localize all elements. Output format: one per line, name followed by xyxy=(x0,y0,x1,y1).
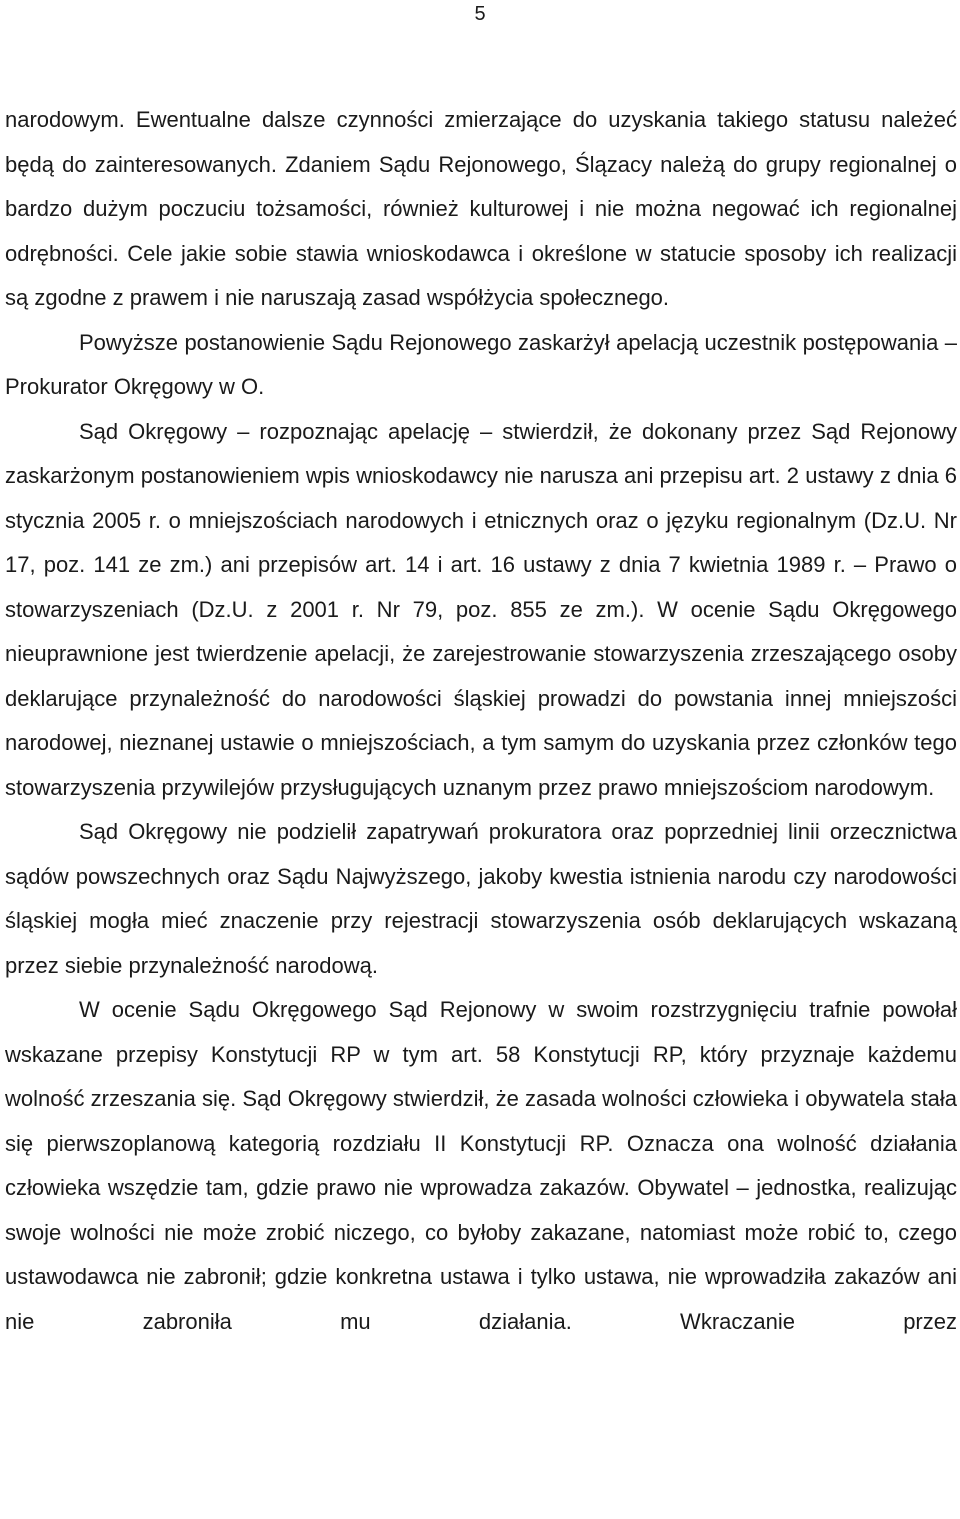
document-body xyxy=(5,98,957,1344)
paragraph-2: Powyższe postanowienie Sądu Rejonowego zaskarżył apelacją uczestnik postępowania – Prokurator Okręgowy w O. xyxy=(5,329,957,399)
paragraph-5: W ocenie Sądu Okręgowego Sąd Rejonowy w swoim rozstrzygnięciu trafnie powołał wskazane przepisy Konstytucji RP w tym art. 58 Konstytucji RP, który przyznaje każdemu wolność zrzeszania się. Sąd Okręgowy stwierdził, że zasada wolności człowieka i obywatela stała się pierwszoplanową kategorią rozdziału II Konstytucji RP. Oznacza ona wolność działania człowieka wszędzie tam, gdzie prawo nie wprowadza zakazów. Obywatel – jednostka, realizując swoje wolności nie może zrobić niczego, co byłoby zakazane, natomiast może robić to, czego ustawodawca nie zabronił; gdzie konkretna ustawa i tylko ustawa, nie wprowadziła zakazów ani nie zabroniła mu działania. Wkraczanie przez xyxy=(5,997,957,1334)
page-number: 5 xyxy=(474,3,486,25)
paragraph-1: narodowym. Ewentualne dalsze czynności zmierzające do uzyskania takiego statusu należeć będą do zainteresowanych. Zdaniem Sądu Rejonowego, Ślązacy należą do grupy regionalnej o bardzo dużym poczuciu tożsamości, również kulturowej i nie można negować ich regionalnej odrębności. Cele jakie sobie stawia wnioskodawca i określone w statucie sposoby ich realizacji są zgodne z prawem i nie naruszają zasad współżycia społecznego. xyxy=(5,107,957,310)
paragraph-4: Sąd Okręgowy nie podzielił zapatrywań prokuratora oraz poprzedniej linii orzecznictwa sądów powszechnych oraz Sądu Najwyższego, jakoby kwestia istnienia narodu czy narodowości śląskiej mogła mieć znaczenie przy rejestracji stowarzyszenia osób deklarujących wskazaną przez siebie przynależność narodową. xyxy=(5,819,957,978)
paragraph-3: Sąd Okręgowy – rozpoznając apelację – stwierdził, że dokonany przez Sąd Rejonowy zaskarżonym postanowieniem wpis wnioskodawcy nie narusza ani przepisu art. 2 ustawy z dnia 6 stycznia 2005 r. o mniejszościach narodowych i etnicznych oraz o języku regionalnym (Dz.U. Nr 17, poz. 141 ze zm.) ani przepisów art. 14 i art. 16 ustawy z dnia 7 kwietnia 1989 r. – Prawo o stowarzyszeniach (Dz.U. z 2001 r. Nr 79, poz. 855 ze zm.). W ocenie Sądu Okręgowego nieuprawnione jest twierdzenie apelacji, że zarejestrowanie stowarzyszenia zrzeszającego osoby deklarujące przynależność do narodowości śląskiej prowadzi do powstania innej mniejszości narodowej, nieznanej ustawie o mniejszościach, a tym samym do uzyskania przez członków tego stowarzyszenia przywilejów przysługujących uznanym przez prawo mniejszościom narodowym. xyxy=(5,418,957,800)
